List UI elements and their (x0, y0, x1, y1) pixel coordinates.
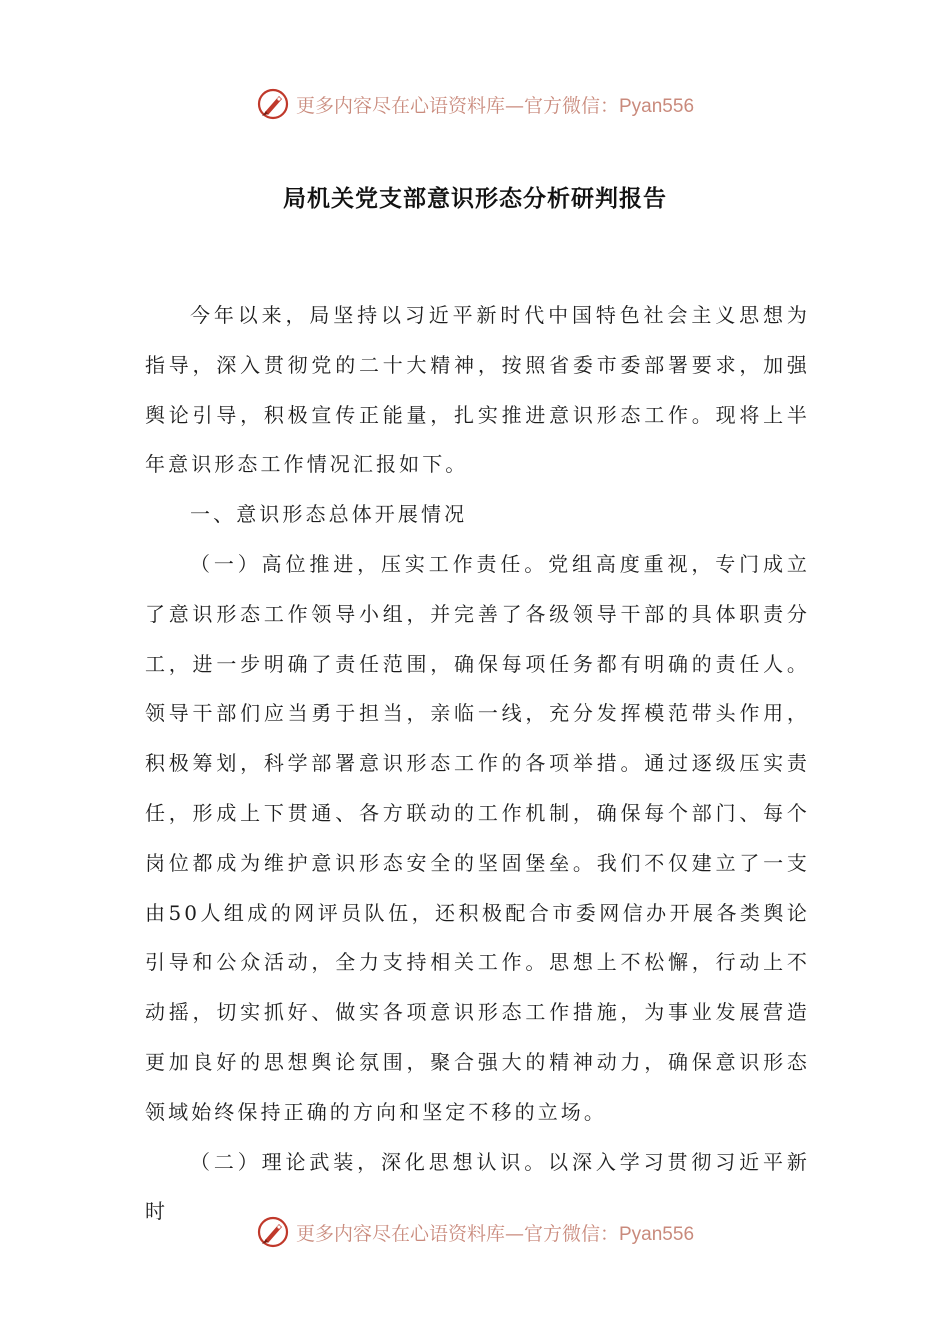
footer-watermark-banner (0, 1212, 950, 1252)
document-body (145, 291, 810, 1237)
banner-wechat-id: Pyan556 (619, 1223, 695, 1245)
paragraph-section-1-1: （一）高位推进，压实工作责任。党组高度重视，专门成立了意识形态工作领导小组，并完善了各级领导干部的具体职责分工，进一步明确了责任范围，确保每项任务都有明确的责任人。领导干部们应当勇于担当，亲临一线，充分发挥模范带头作用，积极筹划，科学部署意识形态工作的各项举措。通过逐级压实责任，形成上下贯通、各方联动的工作机制，确保每个部门、每个岗位都成为维护意识形态安全的坚固堡垒。我们不仅建立了一支由50人组成的网评员队伍，还积极配合市委网信办开展各类舆论引导和公众活动，全力支持相关工作。思想上不松懈，行动上不动摇，切实抓好、做实各项意识形态工作措施，为事业发展营造更加良好的思想舆论氛围，聚合强大的精神动力，确保意识形态领域始终保持正确的方向和坚定不移的立场。 (145, 551, 810, 1124)
banner-wechat-id: Pyan556 (619, 95, 695, 117)
banner-text (296, 91, 694, 118)
section-heading-1: 一、意识形态总体开展情况 (190, 502, 468, 527)
paragraph-intro: 今年以来，局坚持以习近平新时代中国特色社会主义思想为指导，深入贯彻党的二十大精神，按照省委市委部署要求，加强舆论引导，积极宣传正能量，扎实推进意识形态工作。现将上半年意识形态工作情况汇报如下。 (145, 303, 810, 477)
banner-text (296, 1219, 694, 1246)
paragraph-section-1-2: （二）理论武装，深化思想认识。以深入学习贯彻习近平新时 (145, 1149, 810, 1224)
header-watermark-banner (0, 84, 950, 124)
banner-text-cn: 更多内容尽在心语资料库—官方微信： (295, 1222, 619, 1245)
pen-nib-logo-icon (256, 87, 290, 121)
document-title: 局机关党支部意识形态分析研判报告 (283, 186, 667, 212)
pen-nib-logo-icon (256, 1215, 290, 1249)
banner-text-cn: 更多内容尽在心语资料库—官方微信： (295, 94, 619, 117)
